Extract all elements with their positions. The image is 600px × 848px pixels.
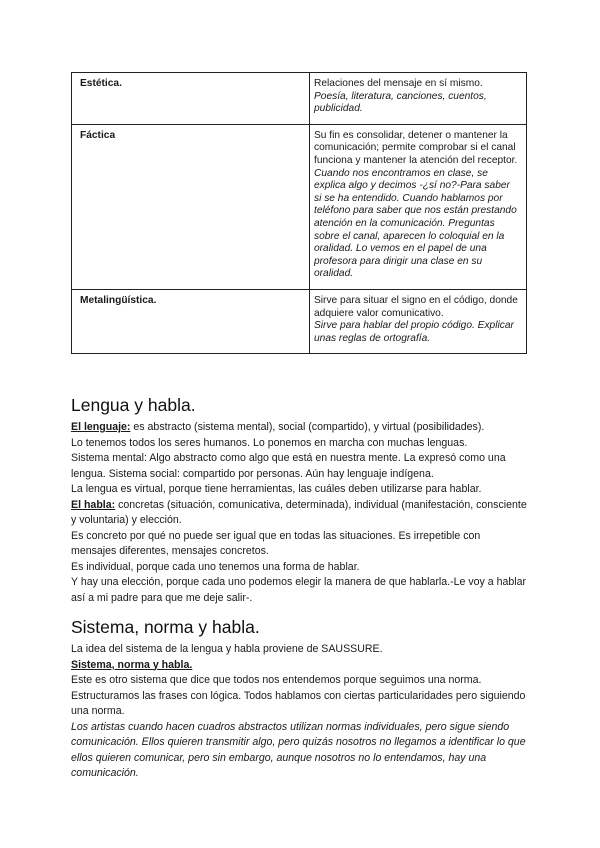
description-text: Relaciones del mensaje en sí mismo. — [314, 78, 483, 89]
function-description — [310, 73, 527, 125]
description-text: Sirve para situar el signo en el código, donde adquiere valor comunicativo. — [314, 294, 518, 319]
example-text: Sirve para hablar del propio código. Explicar unas reglas de ortografía. — [314, 320, 514, 344]
table-row — [72, 124, 527, 289]
paragraph: Es individual, porque cada uno tenemos una forma de hablar. — [71, 560, 360, 573]
table-row — [72, 73, 527, 125]
table-row — [72, 289, 527, 353]
function-description — [310, 289, 527, 353]
description-text: Su fin es consolidar, detener o mantener la comunicación; permite comprobar si el canal funciona y mantener la atención del receptor. — [314, 129, 518, 166]
term-label: El lenguaje: — [71, 421, 131, 433]
sistema-section-heading — [71, 616, 527, 638]
term-text: es abstracto (sistema mental), social (compartido), y virtual (posibilidades). — [130, 421, 485, 433]
paragraph: Y hay una elección, porque cada uno podemos elegir la manera de que hablarla.-Le voy a hablar así a mi padre para que me deje salir-. — [71, 576, 527, 604]
paragraph — [71, 420, 527, 436]
function-description — [310, 124, 527, 289]
paragraph: Este es otro sistema que dice que todos nos entendemos porque seguimos una norma. — [71, 674, 482, 686]
paragraph: Lo tenemos todos los seres humanos. Lo ponemos en marcha con muchas lenguas. — [71, 436, 468, 449]
subheading: Sistema, norma y habla. — [71, 658, 193, 671]
function-term: Fáctica — [72, 124, 310, 289]
section-heading: Lengua y habla. — [71, 395, 196, 415]
paragraph: Estructuramos las frases con lógica. Todos hablamos con ciertas particularidades pero siguiendo una norma. — [71, 689, 526, 717]
term-label: El habla: — [71, 498, 116, 511]
example-text: Cuando nos encontramos en clase, se explica algo y decimos -¿sí no?-Para saber si se ha entendido. Cuando hablamos por teléfono para saber que nos están prestando atención en la comunicación. Preguntas sobre el canal, aparecen lo coloquial en la oralidad. Lo vemos en el papel de una profesora para dirigir una clase en su oralidad. — [314, 167, 517, 280]
paragraph — [71, 658, 527, 674]
paragraph: La lengua es virtual, porque tiene herramientas, las cuáles deben utilizarse para hablar. — [71, 483, 482, 495]
section-heading: Sistema, norma y habla. — [71, 617, 260, 637]
lengua-habla-body — [71, 420, 527, 606]
sistema-body — [71, 642, 527, 782]
paragraph: La idea del sistema de la lengua y habla proviene de SAUSSURE. — [71, 643, 383, 655]
paragraph: Sistema mental: Algo abstracto como algo que está en nuestra mente. La expresó como una lengua. Sistema social: compartido por personas. Aún hay lenguaje indígena. — [71, 452, 506, 480]
paragraph: Los artistas cuando hacen cuadros abstractos utilizan normas individuales, pero sigue siendo comunicación. Ellos quieren transmitir algo, pero quizás nosotros no llegamos a identificar lo que ellos quieren comunicar, pero sin embargo, aunque nosotros no lo entendamos, hay una comunicación. — [71, 720, 526, 779]
paragraph — [71, 498, 527, 529]
language-functions-table — [71, 72, 527, 354]
paragraph: Es concreto por qué no puede ser igual que en todas las situaciones. Es irrepetible con mensajes diferentes, mensajes concretos. — [71, 529, 481, 557]
function-term: Metalingüística. — [72, 289, 310, 353]
lengua-habla-section-heading — [71, 394, 527, 416]
example-text: Poesía, literatura, canciones, cuentos, publicidad. — [314, 90, 487, 115]
term-text: concretas (situación, comunicativa, determinada), individual (manifestación, consciente y voluntaria) y elección. — [71, 498, 527, 526]
function-term: Estética. — [72, 73, 310, 125]
